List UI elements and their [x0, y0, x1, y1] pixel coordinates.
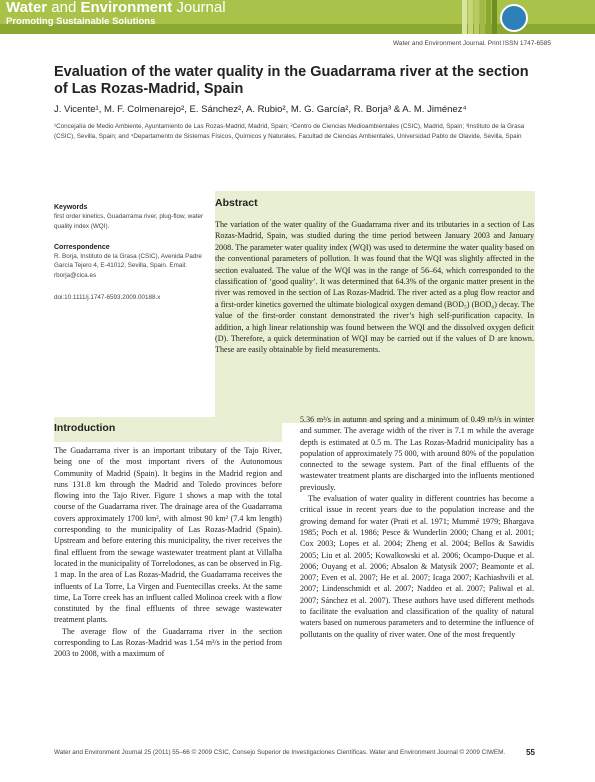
page-footer — [54, 749, 535, 756]
intro-paragraph-1: The Guadarrama river is an important tributary of the Tajo River, being one of the most important rivers of the Autonomous Community of Madrid (Spain). It begins in the Madrid region and runs 131.8 km through the Madrid and Toledo provinces before flowing into the Tajo River. Figure 1 shows a map with the total course of the Guadarrama river. The drainage area of the Guadarrama covers approximately 1700 km², with almost 90 km² (7.4 km length) corresponding to the municipality of Las Rozas-Madrid (Spain). Upstream and before entering this municipality, the river receives the final effluent from the sewage wastewater treatment plant at Villalba located in the municipality of Torrelodones, as can be observed in Fig. 1 map. In the area of Las Rozas-Madrid, the Guadarrama receives the influents of La Torre, La Virgen and Fuentecillas creeks. At the same time, La Torre creek has an influent called Molinoa creek with a flow constituted by the final effluents of three sewage wastewater treatment plants. — [54, 446, 282, 625]
page-number: 55 — [526, 748, 535, 757]
introduction-header — [54, 417, 282, 442]
keywords-text: first order kinetics, Guadarrama river, plug-flow, water quality index (WQI). — [54, 213, 204, 230]
journal-tagline: Promoting Sustainable Solutions — [6, 16, 156, 27]
journal-banner — [0, 0, 595, 34]
journal-name — [6, 0, 226, 16]
correspondence-heading: Correspondence — [54, 243, 110, 251]
decorative-bars-icon — [462, 0, 498, 34]
abstract-box — [215, 191, 535, 423]
article-sidebar — [54, 204, 214, 303]
right-column — [300, 414, 534, 640]
journal-word-environment: Environment — [80, 0, 173, 16]
author-affiliations: ¹Concejalía de Medio Ambiente, Ayuntamiento de Las Rozas-Madrid, Madrid, Spain; ²Centro de Ciencias Medioambientales (CSIC), Madrid, Spain; ³Instituto de la Grasa (CSIC), Sevilla, Spain; and ⁴Departamento de Sistemas Físicos, Químicos y Naturales, Facultad de Ciencias Ambientales, Universidad Pablo de Olavide, Sevilla, Spain — [54, 123, 525, 140]
keywords-heading: Keywords — [54, 204, 88, 211]
intro-paragraph-2: The average flow of the Guadarrama river in the section corresponding to Las Rozas-Madrid was 1.54 m³/s in the period from 2003 to 2008, with a maximum of — [54, 626, 282, 659]
doi-link[interactable]: doi:10.1111/j.1747-6593.2009.00188.x — [54, 293, 161, 301]
author-list: J. Vicente¹, M. F. Colmenarejo², E. Sánchez², A. Rubio², M. G. García², R. Borja³ & A. M. Jiménez⁴ — [54, 104, 467, 115]
correspondence-text: R. Borja, Instituto de la Grasa (CSIC), Avenida Padre García Tejero 4, E-41012, Sevilla, Spain. Email: rborja@cica.es — [54, 252, 202, 280]
journal-word-and: and — [51, 0, 77, 16]
introduction-heading: Introduction — [54, 422, 116, 434]
issn-line: Water and Environment Journal. Print ISSN 1747-6585 — [392, 40, 551, 47]
journal-word-water: Water — [6, 0, 48, 16]
intro-paragraph-3: 5.36 m³/s in autumn and spring and a minimum of 0.49 m³/s in winter and summer. The average width of the river is 7.1 m while the average depth is estimated at 0.5 m. The Las Rozas-Madrid municipality has a population of approximately 75 000, with around 80% of the population connected to the sewage system. Part of the final effluents of the wastewater treatment plants are discharged into the influents mentioned previously. — [300, 415, 534, 492]
abstract-heading: Abstract — [215, 197, 258, 209]
left-column — [54, 445, 282, 660]
article-title: Evaluation of the water quality in the Guadarrama river at the section of Las Rozas-Madrid, Spain — [54, 64, 529, 97]
ciwem-logo-icon — [500, 4, 528, 32]
abstract-text: The variation of the water quality of the Guadarrama river and its tributaries in a section of Las Rozas-Madrid, Spain, was studied during the time period between January 2003 and January 2008. The parameter water quality index (WQI) was used to determine the water quality based on the conventional parameters of pollution. It was found that the WQI was slightly affected in the section evaluated. The value of the WQI was in the range of 56–64, which corresponded to the classification of ‘good quality’. It was determined that 64.3% of the organic matter present in the river was removed in the section of Las Rozas-Madrid. The river acted as a plug flow reactor and a first-order kinetics governed the ultimate biological oxygen demand (BOD₅) (BOD₀) decay. The value of the first-order constant demonstrated the river’s high self-purification capacity. In addition, a high linear relationship was found between the WQI and the dissolved oxygen deficit (D). Therefore, a quick determination of WQI may be carried out if the values of D are known. These are easily obtainable by field measurements. — [215, 220, 534, 355]
intro-paragraph-4: The evaluation of water quality in different countries has become a critical issue in recent years due to the population increase and the growing demand for water (Prati et al. 1971; Mummé 1979; Bhargava 1985; Poch et al. 1986; Pesce & Wunderlin 2000; Chang et al. 2001; Cox 2003; Lopes et al. 2004; Zheng et al. 2004; Bellos & Sawidis 2005; Liu et al. 2005; Kowalkowski et al. 2006; Ocampo-Duque et al. 2006; Ouyang et al. 2006; Absalon & Matysik 2007; Beamonte et al. 2007; Even et al. 2007; He et al. 2007; Icaga 2007; Kachiashvili et al. 2007; Lindenschmidt et al. 2007; Naddeo et al. 2007; Paliwal et al. 2007; Sánchez et al. 2007). These authors have used different methods to facilitate the evaluation and classification of the quality of natural waters based on numerous parameters and to determine the influence of pollutants on the quality of river water. One of the most frequently — [300, 494, 534, 639]
footer-citation: Water and Environment Journal 25 (2011) 55–66 © 2009 CSIC, Consejo Superior de Investigaciones Científicas. Water and Environment Journal © 2009 CIWEM. — [54, 749, 506, 756]
journal-word-journal: Journal — [176, 0, 226, 16]
